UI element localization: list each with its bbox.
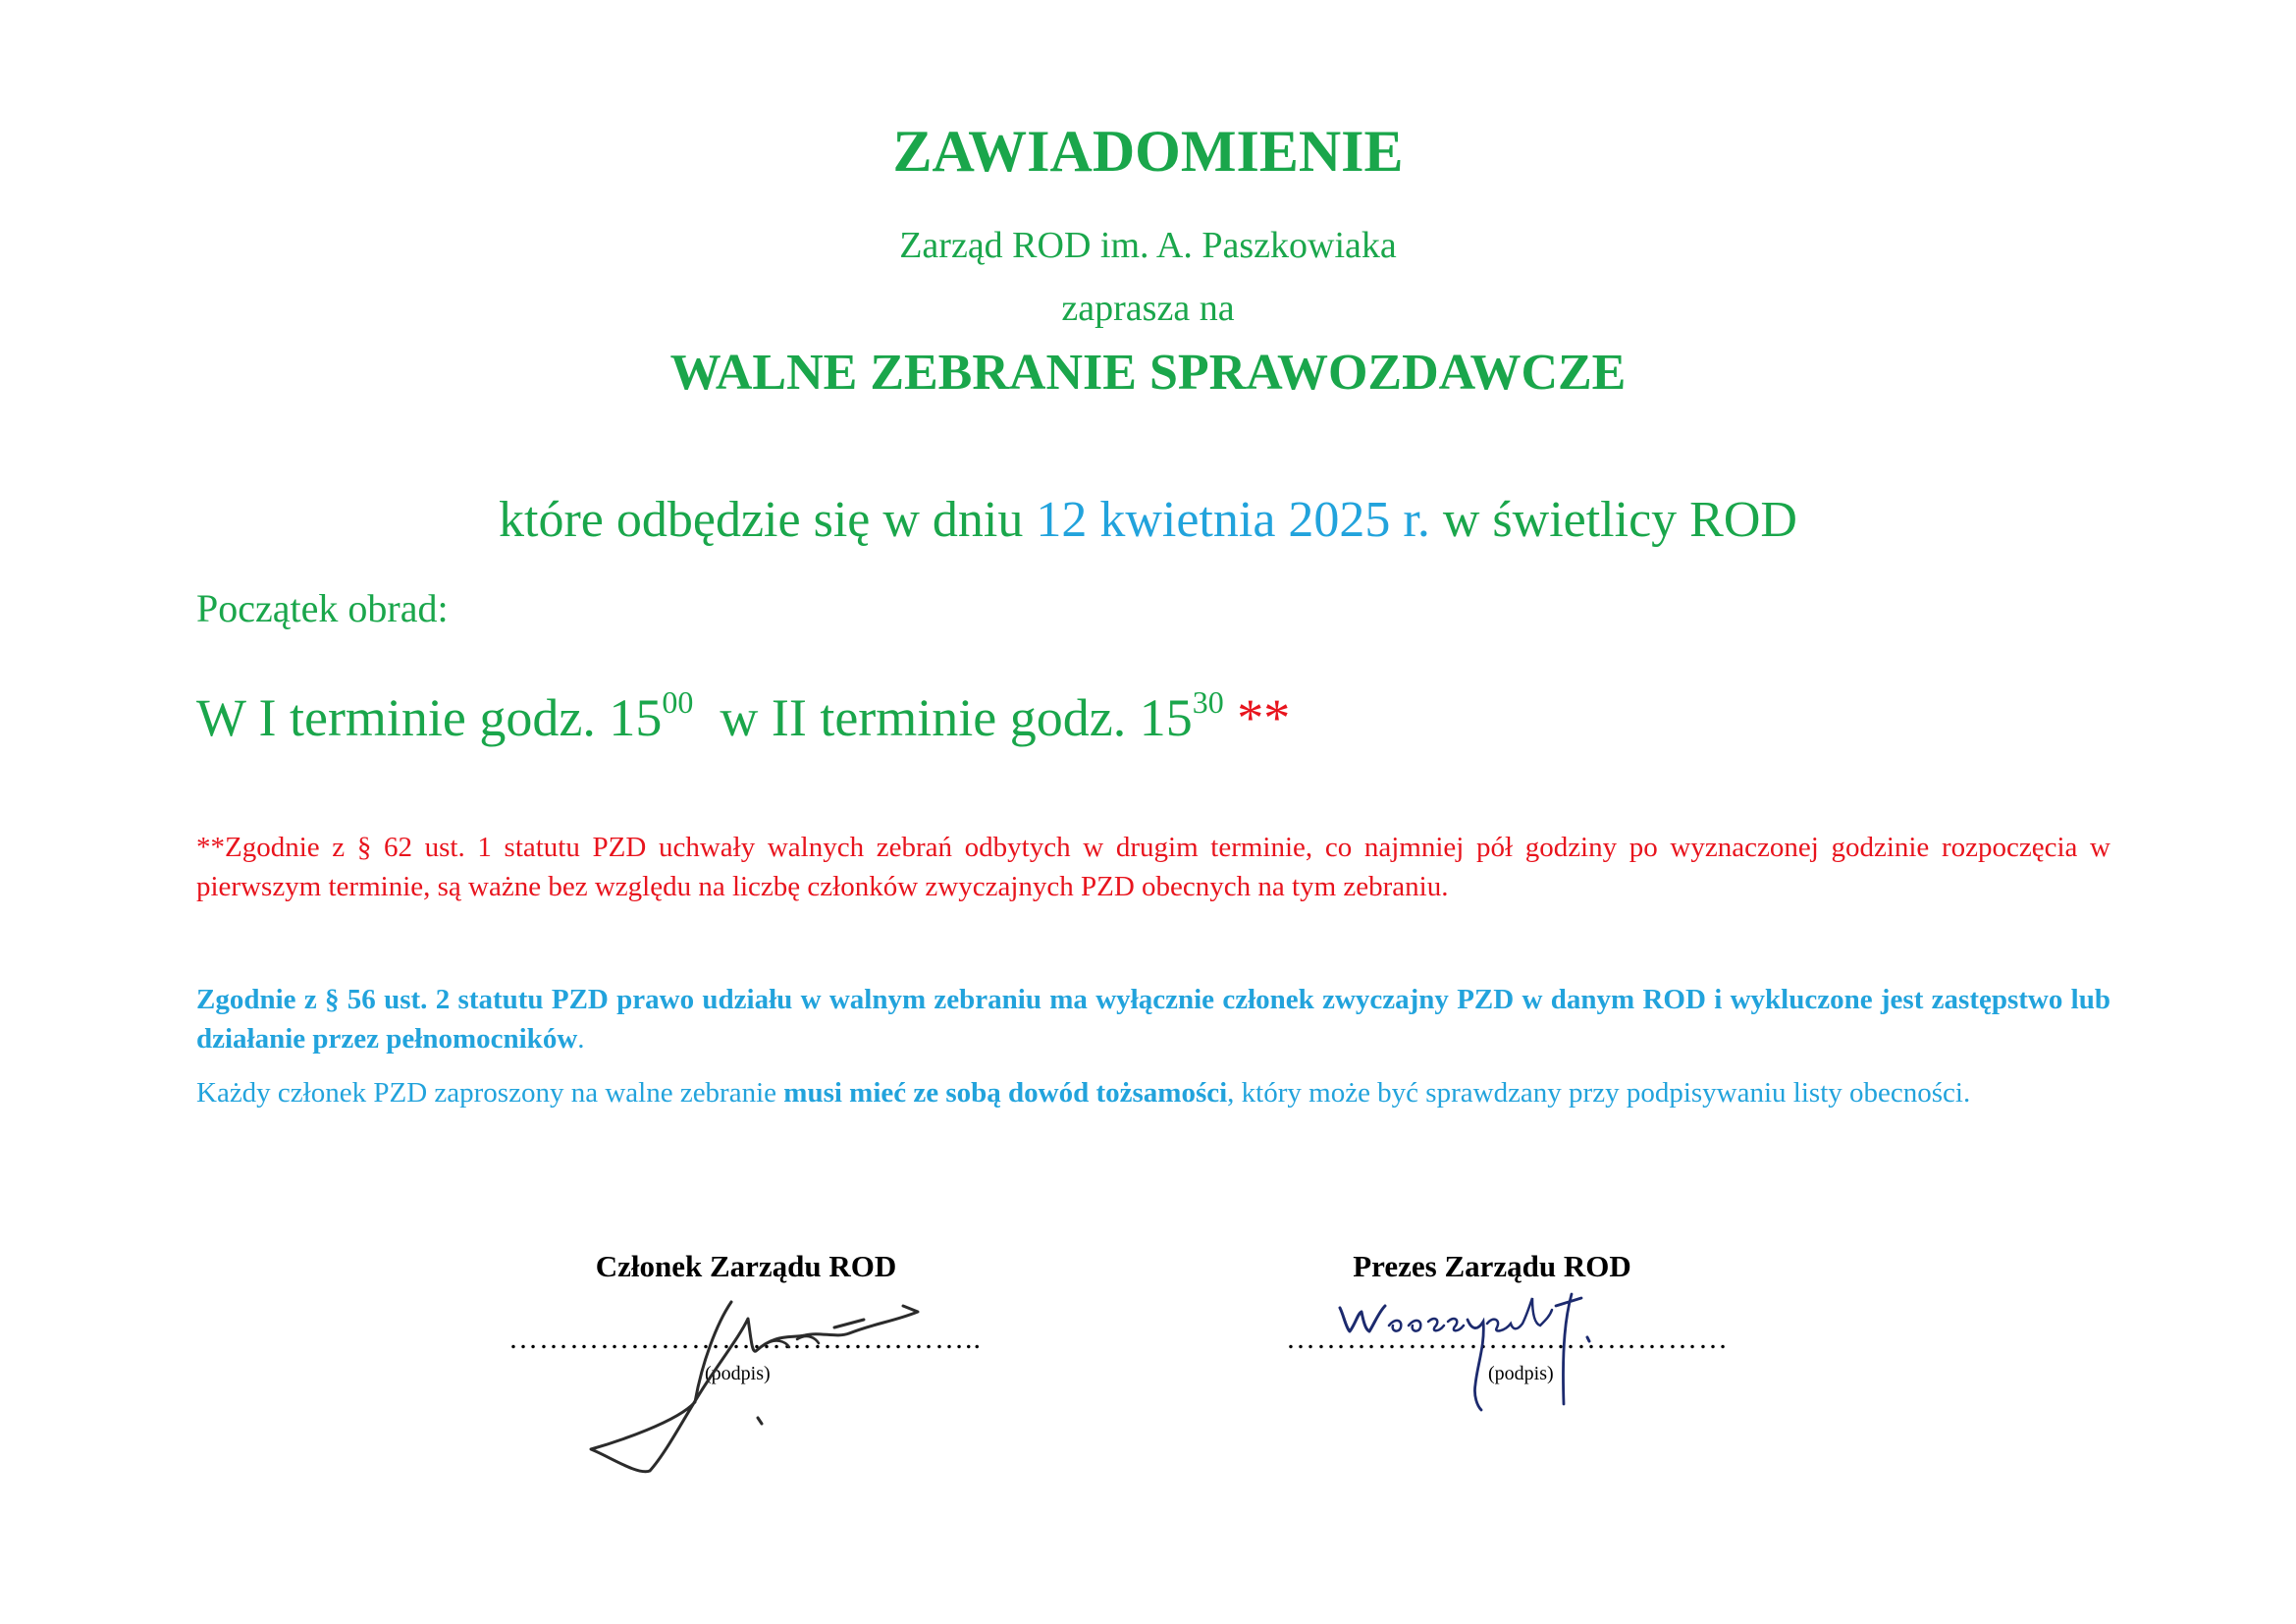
footnote-paragraph: **Zgodnie z § 62 ust. 1 statutu PZD uchwały walnych zebrań odbytych w drugim terminie, co najmniej pół godziny po wyznaczonej godzinie rozpoczęcia w pierwszym terminie, są ważne bez względu na liczbę członków zwyczajnych PZD obecnych na tym zebraniu. — [196, 832, 2110, 902]
left-signature-caption: (podpis) — [705, 1363, 771, 1384]
organizer-line: Zarząd ROD im. A. Paszkowiaka — [899, 225, 1397, 266]
invites-line: zaprasza na — [1061, 288, 1235, 329]
participation-rule-text: Zgodnie z § 56 ust. 2 statutu PZD prawo udziału w walnym zebraniu ma wyłącznie członek zwyczajny PZD w danym ROD i wykluczone jest zastępstwo lub działanie przez pełnomocników — [196, 984, 2110, 1055]
second-term-text: w II terminie godz. 15 — [720, 688, 1193, 747]
second-term-minutes: 30 — [1192, 684, 1224, 720]
identity-rule-before: Każdy członek PZD zaproszony na walne zebranie — [196, 1077, 777, 1109]
right-signature-line: ……………………..……………… — [1286, 1323, 1729, 1355]
right-signature-caption: (podpis) — [1488, 1363, 1554, 1384]
left-signature-icon — [579, 1294, 933, 1481]
participation-rule — [196, 980, 2110, 1058]
date-prefix: które odbędzie się w dniu — [499, 492, 1024, 548]
footnote-marker: ** — [1237, 688, 1291, 747]
identity-rule-emphasis: musi mieć ze sobą dowód tożsamości — [783, 1077, 1228, 1109]
identity-rule — [196, 1073, 2110, 1112]
meeting-date: 12 kwietnia 2025 r. — [1036, 492, 1430, 548]
left-signature-title: Członek Zarządu ROD — [595, 1249, 897, 1283]
start-label: Początek obrad: — [196, 586, 449, 630]
participation-rule-end: . — [577, 1023, 585, 1055]
document-title: ZAWIADOMIENIE — [892, 119, 1404, 184]
first-term-minutes: 00 — [662, 684, 694, 720]
identity-rule-after: , który może być sprawdzany przy podpisywaniu listy obecności. — [1227, 1077, 1971, 1109]
date-line — [0, 491, 2296, 549]
meeting-name: WALNE ZEBRANIE SPRAWOZDAWCZE — [669, 345, 1627, 401]
right-signature-title: Prezes Zarządu ROD — [1353, 1249, 1631, 1283]
first-term-text: W I terminie godz. 15 — [196, 688, 663, 747]
left-signature-line: ……………………………………….. — [508, 1323, 982, 1355]
date-suffix: w świetlicy ROD — [1442, 492, 1797, 548]
right-signature-icon — [1330, 1286, 1644, 1414]
terms-line — [196, 684, 1291, 748]
